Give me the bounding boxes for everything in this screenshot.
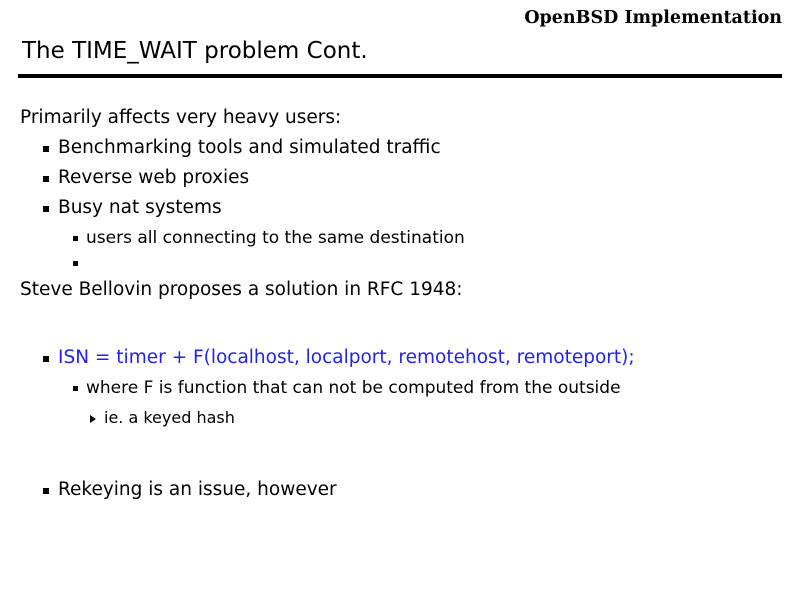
list-item: users all connecting to the same destination <box>0 223 800 253</box>
isn-formula: ISN = timer + F(localhost, localport, remotehost, remoteport); <box>0 343 800 373</box>
formula-example: ie. a keyed hash <box>0 403 800 433</box>
page-title: The TIME_WAIT problem Cont. <box>22 38 368 64</box>
slide-content <box>0 103 800 505</box>
list-item: Benchmarking tools and simulated traffic <box>0 133 800 163</box>
spacer <box>0 463 800 475</box>
list-item: Busy nat systems <box>0 193 800 223</box>
spacer <box>0 305 800 331</box>
spacer <box>0 433 800 463</box>
list-item: Reverse web proxies <box>0 163 800 193</box>
title-divider <box>18 74 782 78</box>
intro-text: Primarily affects very heavy users: <box>20 107 342 128</box>
spacer <box>0 331 800 343</box>
slide-header-right: OpenBSD Implementation <box>524 8 782 28</box>
closing-item: Rekeying is an issue, however <box>0 475 800 505</box>
formula-note: where F is function that can not be computed from the outside <box>0 373 800 403</box>
list-item-empty <box>0 253 800 275</box>
proposal-text: Steve Bellovin proposes a solution in RFC 1948: <box>20 279 463 300</box>
